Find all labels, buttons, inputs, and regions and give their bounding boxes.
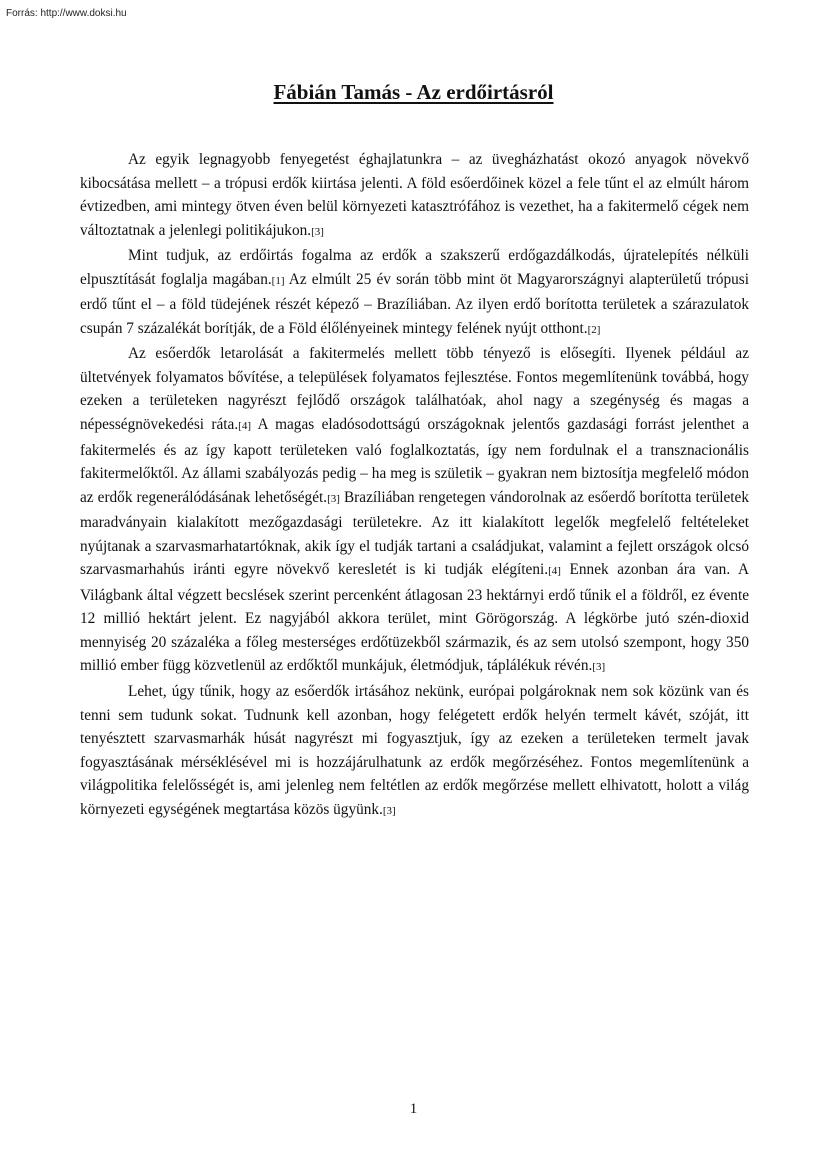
page-number: 1 [409, 1101, 418, 1117]
text-run: Az egyik legnagyobb fenyegetést éghajlatunkra – az üvegházhatást okozó anyagok növekvő kibocsátása mellett – a trópusi erdők kiirtása jelenti. A föld esőerdőinek közel a fele tűnt el az elmúlt három évtizedben, ami mintegy ötven éven belül környezeti katasztrófához is vezethet, ha a fakitermelő cégek nem változtatnak a jelenlegi politikájukon. [80, 151, 749, 239]
text-run: Ennek azonban ára van. A Világbank által végzett becslések szerint percenként átlagosan 23 hektárnyi erdő tűnik el a földről, ez évente 12 millió hektárt jelent. Ez nagyjából akkora terület, mint Görögország. A légkörbe jutó szén-dioxid mennyiség 20 százaléka a főleg mesterséges erdőtüzekből származik, és az sem utolsó szempont, hogy 350 millió ember függ közvetlenül az erdőktől munkájuk, életmódjuk, táplálékuk révén. [80, 561, 749, 675]
citation-ref: [1] [271, 274, 285, 287]
source-label: Forrás: http://www.doksi.hu [6, 8, 127, 19]
citation-ref: [4] [548, 565, 561, 578]
paragraph [80, 148, 749, 244]
page-title: Fábián Tamás - Az erdőirtásról [273, 80, 554, 104]
text-run: Az esőerdők letarolását a fakitermelés mellett több tényező is elősegíti. Ilyenek például az ültetvények folyamatos bővítése, a települések folyamatos fejlesztése. Fontos megemlítenünk továbbá, hogy ezeken a területeken nagyrészt fejlődő országok találhatóak, ahol nagy a szegénység és magas a népességnövekedési ráta. [80, 345, 749, 434]
citation-ref: [3] [327, 492, 340, 505]
article-body [80, 148, 749, 823]
text-run: Az elmúlt 25 év során több mint öt Magyarországnyi alapterületű trópusi erdő tűnt el – a föld tüdejének részét képező – Brazíliában. Az ilyen erdő borította területek a szárazulatok csupán 7 százalékát borítják, de a Föld élőlényeinek mintegy felének nyújt otthont. [80, 270, 749, 337]
citation-ref: [2] [587, 323, 601, 336]
paragraph [80, 342, 749, 680]
paragraph [80, 244, 749, 342]
text-run: Brazíliában rengetegen vándorolnak az esőerdő borította területek maradványain kialakított mezőgazdasági területekre. Az itt kialakított legelők megfelelő feltételeket nyújtanak a szarvasmarhatartóknak, akik így el tudják tartani a családjukat, valamint a fejlett országok olcsó szarvasmarhahús iránti egyre növekvő keresletét is ki tudják elégíteni. [80, 488, 749, 579]
citation-ref: [3] [382, 804, 396, 817]
text-run: A magas eladósodottságú országoknak jelentős gazdasági forrást jelenthet a fakitermelés és az így kapott területeken való foglalkoztatás, így nem fordulnak el a transznacionális fakitermelőktől. Az állami szabályozás pedig – ha meg is születik – gyakran nem biztosítja megfelelő módon az erdők regenerálódásának lehetőségét. [80, 416, 749, 506]
text-run: Mint tudjuk, az erdőirtás fogalma az erdők a szakszerű erdőgazdálkodás, újratelepítés nélküli elpusztítását foglalja magában. [80, 247, 749, 288]
text-run: Lehet, úgy tűnik, hogy az esőerdők irtásához nekünk, európai polgároknak nem sok közünk van és tenni sem tudunk sokat. Tudnunk kell azonban, hogy felégetett erdők helyén termelt kávét, szóját, itt tenyésztett szarvasmarhák húsát nagyrészt mi fogyasztjuk, így az ezeken a területeken termelt javak fogyasztásának mérséklésével mi is hozzájárulhatunk az erdők megőrzéséhez. Fontos megemlítenünk a világpolitika felelősségét is, ami jelenleg nem feltétlen az erdők megőrzése mellett elhivatott, holott a világ környezeti egységének megtartása közös ügyünk. [80, 683, 749, 818]
citation-ref: [4] [238, 420, 251, 433]
citation-ref: [3] [592, 661, 606, 674]
citation-ref: [3] [311, 225, 324, 238]
paragraph [80, 680, 749, 823]
